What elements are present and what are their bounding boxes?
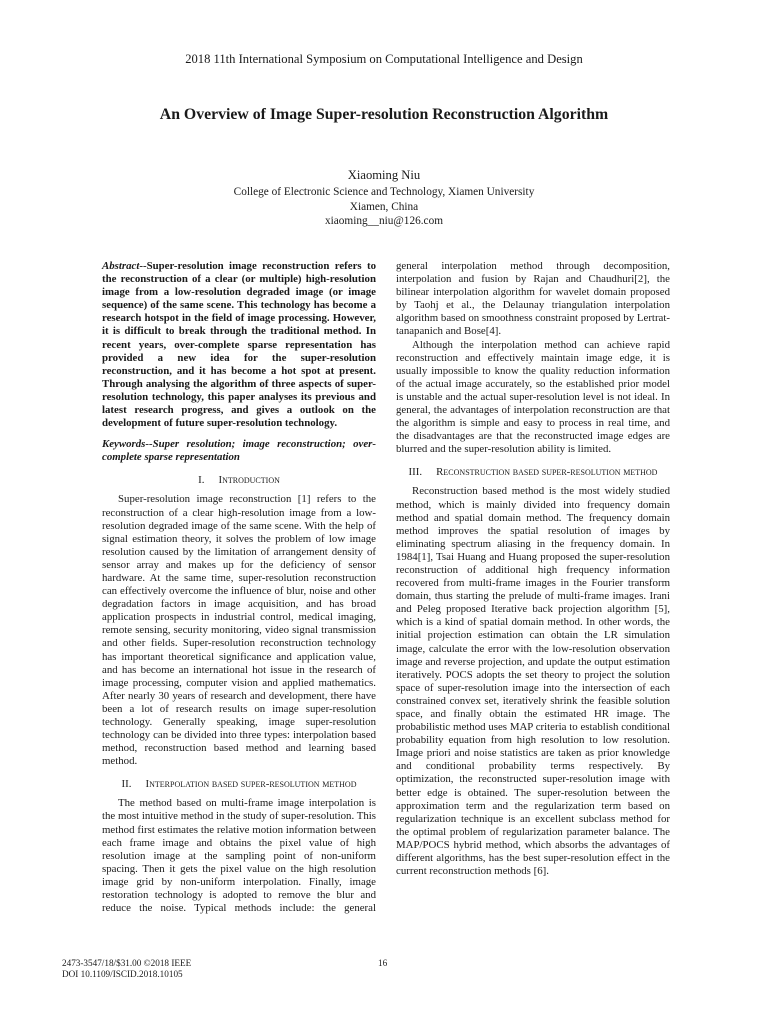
- interpolation-paragraph-1-continued: general interpolation method through decomposition, interpolation and fusion by Rajan and Chaudhuri[2], the bilinear interpolation algorithm for wavelet domain proposed by Taohj et al., the Delaunay triangulation interpolation algorithm based on smoothness constraint proposed by Lertrat-tanapanich and Bose[4].: [396, 260, 670, 338]
- keywords: Keywords--Super resolution; image reconstruction; over-complete sparse representation: [102, 438, 376, 464]
- paper-title: An Overview of Image Super-resolution Reconstruction Algorithm: [159, 106, 609, 123]
- section-heading-interpolation: II. Interpolation based super-resolution method: [121, 778, 357, 791]
- right-column: [396, 260, 670, 878]
- interpolation-paragraph-1: The method based on multi-frame image interpolation is the most intuitive method in the study of super-resolution. This method first estimates the relative motion information between each frame image and obtains the pixel value of high resolution image at the sampling point of non-uniform spacing. Then it gets the pixel value on the high resolution image grid by non-uniform interpolation. Finally, image restoration technology is adopted to remove the blur and reduce the noise. Typical methods include: the general: [102, 797, 376, 915]
- affiliation-location: Xiamen, China: [349, 201, 419, 213]
- abstract-label: Abstract: [102, 260, 140, 272]
- page-number: 16: [378, 958, 388, 968]
- introduction-paragraph: Super-resolution image reconstruction [1] refers to the reconstruction of a clear high-resolution image from a low-resolution degraded image of the same scene. With the help of signal estimation theory, it solves the problem of low image resolution caused by the limitation of arrangement density of sensor array and makes up for the deficiency of sensor hardware. At the same time, super-resolution reconstruction can effectively overcome the influence of blur, noise and other degradation factors in image acquisition, and has broad application prospects in industrial control, medical imaging, remote sensing, security monitoring, video signal transmission and other fields. Super-resolution reconstruction technology has important theoretical significance and application value, and has become an international hot issue in the research of image processing, computer vision and applied mathematics. After nearly 30 years of research and development, there have been a lot of research results on image super-resolution technology. Generally speaking, image super-resolution technology can be divided into three types: interpolation based method, reconstruction based method and learning based method.: [102, 493, 376, 768]
- doi-line: DOI 10.1109/ISCID.2018.10105: [62, 969, 183, 979]
- abstract-text: --Super-resolution image reconstruction refers to the reconstruction of a clear (or multiple) high-resolution image from a low-resolution degraded image (or image sequence) of the same scene. This technology has become a research hotspot in the field of image processing. However, it is difficult to break through the traditional method. In recent years, over-complete sparse representation has provided a new idea for the super-resolution reconstruction, and it has become a hot spot at present. Through analysing the algorithm of three aspects of super-resolution technology, this paper analyses its previous and latest research progress, and gives a outlook on the development of future super-resolution technology.: [102, 260, 376, 430]
- author-email: xiaoming__niu@126.com: [324, 215, 444, 227]
- section-heading-introduction: I. Introduction: [198, 474, 280, 487]
- left-column: [102, 260, 376, 914]
- conference-name: 2018 11th International Symposium on Computational Intelligence and Design: [185, 52, 583, 66]
- copyright-line: 2473-3547/18/$31.00 ©2018 IEEE: [62, 958, 192, 968]
- reconstruction-paragraph: Reconstruction based method is the most widely studied method, which is mainly divided into frequency domain method and spatial domain method. The frequency domain method improves the spatial resolution of images by eliminating spectrum aliasing in the frequency domain. In 1984[1], Tsai Huang and Huang proposed the super-resolution reconstruction of additional high frequency information recovered from multi-frame images in the Fourier transform domain, thus starting the prelude of multi-frame images. Irani and Peleg proposed Iterative back projection algorithm [5], which is a kind of spatial domain method. In other words, the initial projection estimation can obtain the LR simulation image, calculate the error with the low-resolution observation image and reverse projection, and update the output estimation iteratively. POCS adopts the set theory to project the solution space of super-resolution image into the intersection of each constrained convex set, iteratively shrink the feasible solution space, and finally obtain the estimated HR image. The probabilistic method uses MAP criteria to establish conditional probability equation from high resolution to low resolution. Image priori and noise statistics are taken as prior knowledge and conditional probability terms respectively. By optimization, the reconstructed super-resolution image with better edge is obtained. The super-resolution between the approximation term and the regularization term based on regularization technique is an excellent subclass method for the optimal problem of regularization parameter balance. The MAP/POCS hybrid method, which absorbs the advantages of different algorithms, has the best super-resolution effect in the current reconstruction methods [6].: [396, 485, 670, 878]
- interpolation-paragraph-2: Although the interpolation method can achieve rapid reconstruction and effectively maintain image edge, it is usually impossible to know the quality reduction information of the actual image accurately, so the established prior model is unstable and the actual super-resolution level is not ideal. In general, the advantages of interpolation reconstruction are that the algorithm is simple and easy to process in real time, and the disadvantages are that the reconstructed image edges are blurred and the super-resolution ability is limited.: [396, 338, 670, 456]
- footer-publication-info: [62, 958, 191, 980]
- author-name: Xiaoming Niu: [347, 168, 421, 182]
- section-heading-reconstruction: III. Reconstruction based super-resolution method: [408, 466, 658, 479]
- abstract: [102, 260, 376, 430]
- affiliation-institution: College of Electronic Science and Technology, Xiamen University: [233, 186, 535, 198]
